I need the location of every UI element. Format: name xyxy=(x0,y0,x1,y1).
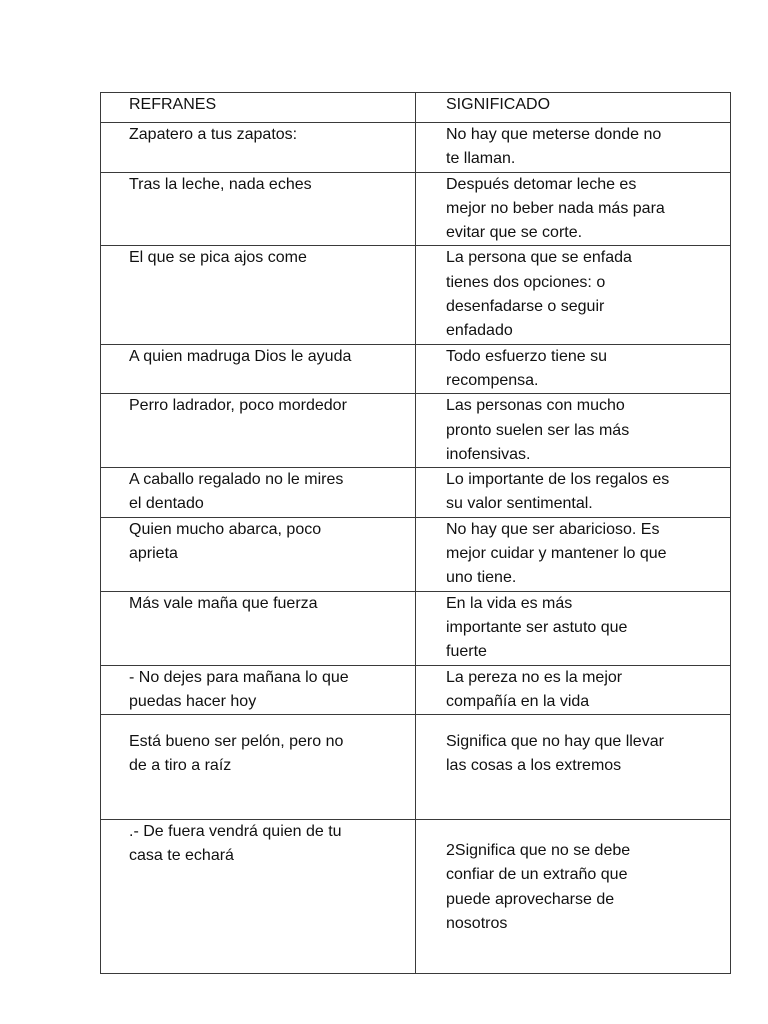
table-row xyxy=(101,246,731,344)
significado-text: 2Significa que no se debe confiar de un extraño que puede aprovecharse de nosotros xyxy=(446,842,631,933)
refranes-table xyxy=(100,92,731,974)
significado-cell: No hay que ser abaricioso. Es mejor cuidar y mantener lo que uno tiene. xyxy=(416,517,731,591)
significado-cell: Todo esfuerzo tiene su recompensa. xyxy=(416,344,731,394)
refran-cell: - No dejes para mañana lo que puedas hacer hoy xyxy=(101,665,416,715)
significado-cell: Lo importante de los regalos es su valor sentimental. xyxy=(416,468,731,518)
significado-cell: Después detomar leche es mejor no beber nada más para evitar que se corte. xyxy=(416,172,731,246)
table-row xyxy=(101,468,731,518)
header-refranes: REFRANES xyxy=(101,93,416,123)
refran-cell: El que se pica ajos come xyxy=(101,246,416,344)
refran-cell: Perro ladrador, poco mordedor xyxy=(101,394,416,468)
table-row xyxy=(101,172,731,246)
header-significado: SIGNIFICADO xyxy=(416,93,731,123)
cell-spacer xyxy=(446,820,728,839)
significado-cell: En la vida es más importante ser astuto que fuerte xyxy=(416,591,731,665)
refran-cell: A caballo regalado no le mires el dentado xyxy=(101,468,416,518)
significado-cell: Las personas con mucho pronto suelen ser las más inofensivas. xyxy=(416,394,731,468)
table-row xyxy=(101,517,731,591)
refran-cell: .- De fuera vendrá quien de tu casa te echará xyxy=(101,820,416,974)
significado-cell: No hay que meterse donde no te llaman. xyxy=(416,123,731,173)
refran-cell: Zapatero a tus zapatos: xyxy=(101,123,416,173)
refran-cell: Tras la leche, nada eches xyxy=(101,172,416,246)
refran-cell: Está bueno ser pelón, pero no de a tiro a raíz xyxy=(101,715,416,820)
table-row xyxy=(101,591,731,665)
refran-cell: Quien mucho abarca, poco aprieta xyxy=(101,517,416,591)
refran-cell: A quien madruga Dios le ayuda xyxy=(101,344,416,394)
refran-cell: Más vale maña que fuerza xyxy=(101,591,416,665)
significado-cell xyxy=(416,820,731,974)
table-row xyxy=(101,123,731,173)
table-row xyxy=(101,665,731,715)
table-row xyxy=(101,715,731,820)
significado-cell: La persona que se enfada tienes dos opciones: o desenfadarse o seguir enfadado xyxy=(416,246,731,344)
significado-cell: La pereza no es la mejor compañía en la vida xyxy=(416,665,731,715)
table-row xyxy=(101,820,731,974)
table-row xyxy=(101,344,731,394)
table-header-row xyxy=(101,93,731,123)
significado-cell: Significa que no hay que llevar las cosas a los extremos xyxy=(416,715,731,820)
table-row xyxy=(101,394,731,468)
